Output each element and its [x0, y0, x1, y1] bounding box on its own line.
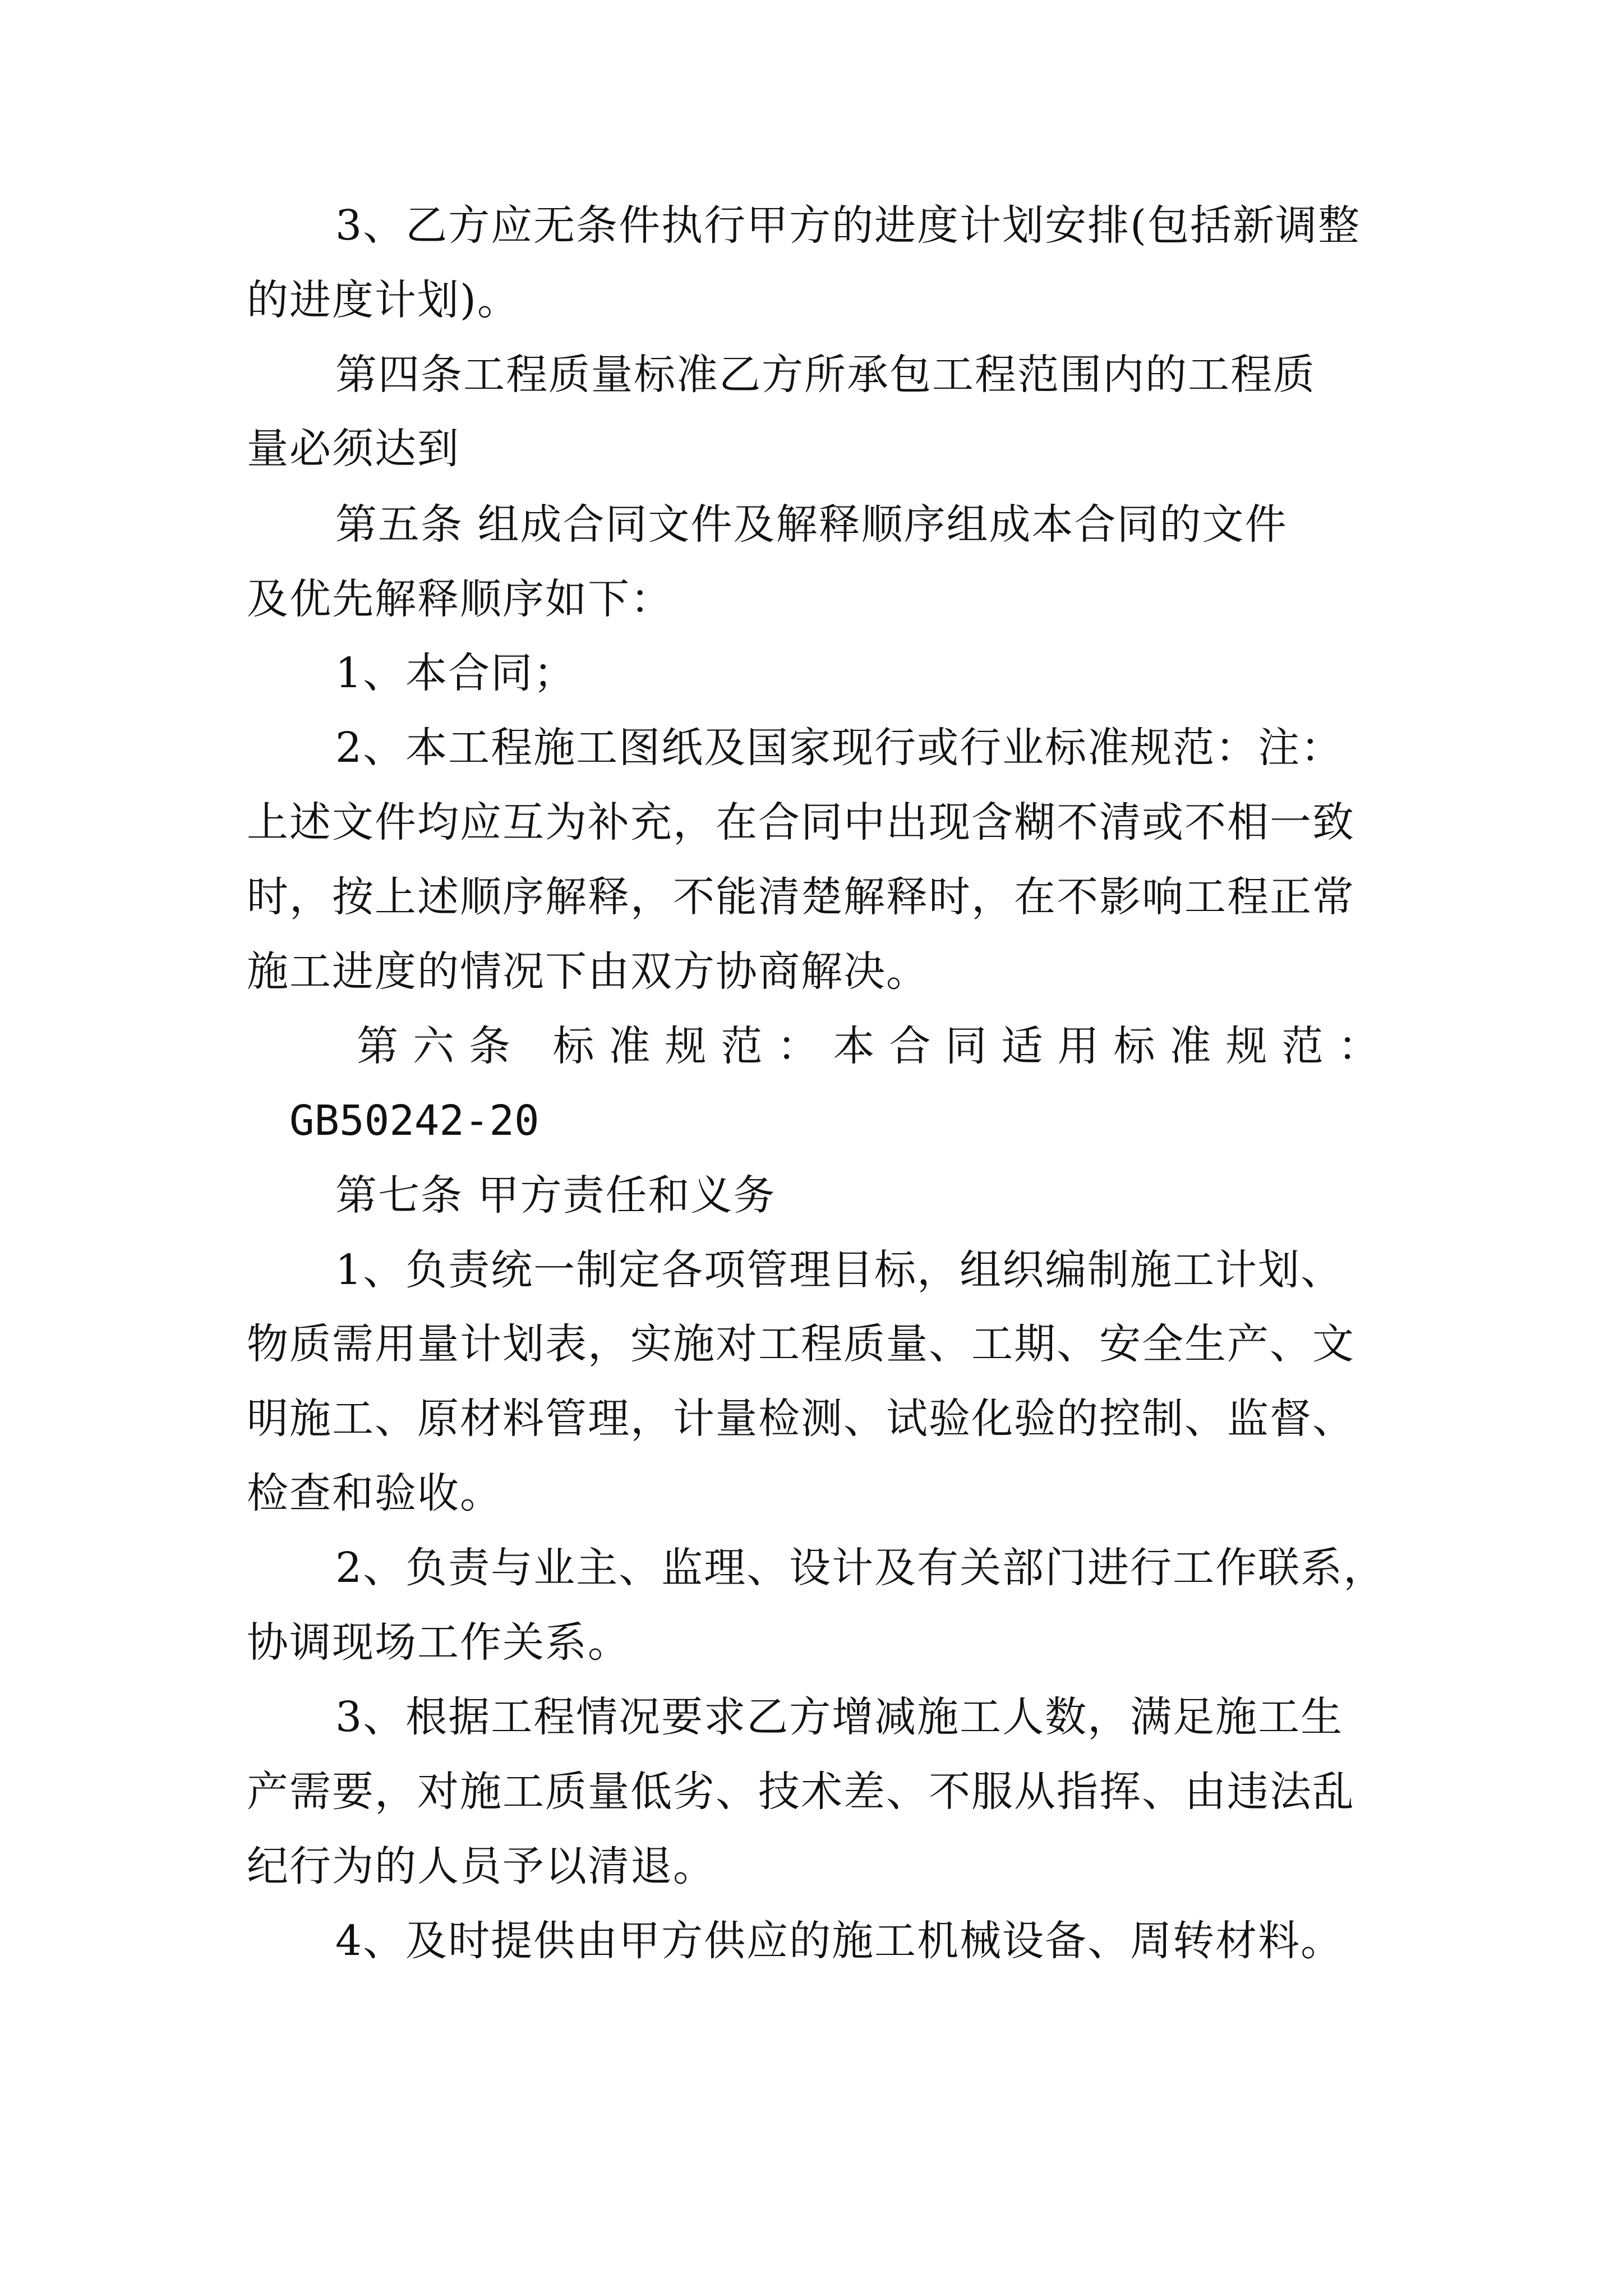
text-line: 纪行为的人员予以清退。 — [247, 1842, 716, 1890]
text-line: 及优先解释顺序如下： — [247, 575, 673, 623]
text-line: 4、及时提供由甲方供应的施工机械设备、周转材料。 — [335, 1917, 1344, 1965]
text-line: 第四条工程质量标准乙方所承包工程范围内的工程质 — [335, 351, 1316, 399]
text-line: 3、根据工程情况要求乙方增减施工人数，满足施工生 — [335, 1693, 1344, 1741]
text-line: 2、负责与业主、监理、设计及有关部门进行工作联系， — [335, 1544, 1386, 1592]
text-line: 第六条 标准规范：本合同适用标准规范： — [357, 1022, 1394, 1070]
text-line: 施工进度的情况下由双方协商解决。 — [247, 947, 929, 996]
text-line: 第五条 组成合同文件及解释顺序组成本合同的文件 — [335, 500, 1288, 549]
text-line: 3、乙方应无条件执行甲方的进度计划安排(包括新调整 — [335, 201, 1361, 250]
text-line: 时，按上述顺序解释，不能清楚解释时，在不影响工程正常 — [247, 873, 1355, 921]
text-line: 第七条 甲方责任和义务 — [335, 1171, 776, 1220]
text-line: 明施工、原材料管理，计量检测、试验化验的控制、监督、 — [247, 1395, 1355, 1443]
text-line: 的进度计划)。 — [247, 276, 520, 324]
text-line: GB50242-20 — [289, 1097, 540, 1145]
text-line: 1、负责统一制定各项管理目标，组织编制施工计划、 — [335, 1246, 1344, 1294]
text-line: 1、本合同； — [335, 649, 577, 697]
text-line: 2、本工程施工图纸及国家现行或行业标准规范：注： — [335, 724, 1344, 772]
text-line: 检查和验收。 — [247, 1469, 502, 1517]
text-line: 上述文件均应互为补充，在合同中出现含糊不清或不相一致 — [247, 798, 1355, 846]
text-line: 协调现场工作关系。 — [247, 1618, 630, 1667]
text-line: 产需要，对施工质量低劣、技术差、不服从指挥、由违法乱 — [247, 1768, 1355, 1816]
text-line: 量必须达到 — [247, 425, 460, 473]
text-line: 物质需用量计划表，实施对工程质量、工期、安全生产、文 — [247, 1320, 1355, 1368]
